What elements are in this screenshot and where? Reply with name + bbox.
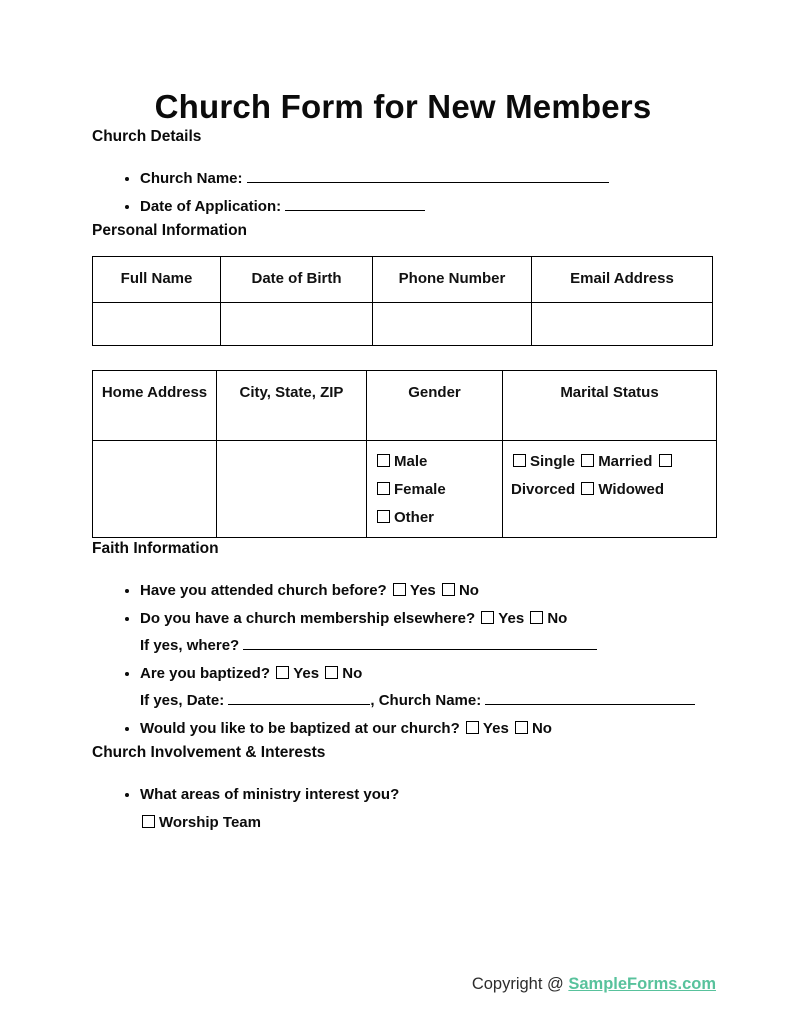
list-item-church-name bbox=[140, 165, 714, 193]
attended-church-question: Have you attended church before? bbox=[140, 582, 387, 599]
table-header-row bbox=[93, 257, 713, 303]
city-state-zip-input-cell[interactable] bbox=[217, 441, 367, 538]
other-label: Other bbox=[394, 509, 435, 526]
checkbox-baptize-here-no[interactable] bbox=[515, 721, 528, 734]
checkbox-divorced[interactable] bbox=[659, 454, 672, 467]
column-header-phone-number: Phone Number bbox=[373, 257, 532, 303]
table-row bbox=[93, 441, 717, 538]
gender-option-other bbox=[375, 504, 494, 532]
faith-questions-list bbox=[92, 577, 714, 742]
yes-label: Yes bbox=[482, 719, 509, 737]
checkbox-attended-yes[interactable] bbox=[393, 583, 406, 596]
table-row bbox=[93, 303, 713, 346]
checkbox-single[interactable] bbox=[513, 454, 526, 467]
male-label: Male bbox=[394, 453, 428, 470]
checkbox-female[interactable] bbox=[377, 482, 390, 495]
sampleforms-link[interactable]: SampleForms.com bbox=[568, 975, 716, 993]
no-label: No bbox=[547, 609, 568, 627]
column-header-email-address: Email Address bbox=[532, 257, 713, 303]
baptized-church-label: , Church Name: bbox=[370, 692, 482, 709]
no-label: No bbox=[531, 719, 552, 737]
column-header-marital-status: Marital Status bbox=[503, 371, 717, 441]
baptized-followup-line bbox=[140, 687, 714, 715]
no-label: No bbox=[342, 664, 363, 682]
yes-label: Yes bbox=[409, 582, 436, 599]
question-baptized bbox=[140, 660, 714, 715]
address-gender-marital-table bbox=[92, 370, 717, 538]
membership-question-line bbox=[140, 605, 714, 633]
section-heading-faith-information: Faith Information bbox=[92, 540, 219, 557]
date-of-application-label: Date of Application: bbox=[140, 197, 282, 215]
column-header-full-name: Full Name bbox=[93, 257, 221, 303]
question-ministry-areas bbox=[140, 781, 714, 836]
checkbox-membership-yes[interactable] bbox=[481, 611, 494, 624]
single-label: Single bbox=[530, 453, 576, 470]
column-header-gender: Gender bbox=[367, 371, 503, 441]
column-header-home-address: Home Address bbox=[93, 371, 217, 441]
baptize-here-question: Would you like to be baptized at our church? bbox=[140, 719, 460, 737]
membership-question: Do you have a church membership elsewhere? bbox=[140, 609, 476, 627]
question-attended-church bbox=[140, 577, 714, 605]
checkbox-baptize-here-yes[interactable] bbox=[466, 721, 479, 734]
baptized-church-name-blank[interactable] bbox=[485, 691, 695, 705]
personal-info-table bbox=[92, 256, 713, 346]
section-heading-church-details: Church Details bbox=[92, 128, 202, 145]
list-item-date-of-application bbox=[140, 193, 714, 221]
checkbox-attended-no[interactable] bbox=[442, 583, 455, 596]
checkbox-worship-team[interactable] bbox=[142, 815, 155, 828]
date-of-birth-input-cell[interactable] bbox=[221, 303, 373, 346]
yes-label: Yes bbox=[293, 664, 320, 682]
membership-followup-line bbox=[140, 632, 714, 660]
worship-team-label: Worship Team bbox=[159, 813, 261, 831]
church-name-label: Church Name: bbox=[140, 170, 243, 187]
membership-followup-label: If yes, where? bbox=[140, 637, 240, 654]
ministry-option-worship-team bbox=[140, 809, 714, 837]
checkbox-membership-no[interactable] bbox=[530, 611, 543, 624]
checkbox-baptized-yes[interactable] bbox=[276, 666, 289, 679]
membership-where-blank[interactable] bbox=[243, 636, 597, 650]
column-header-city-state-zip: City, State, ZIP bbox=[217, 371, 367, 441]
baptized-date-label: If yes, Date: bbox=[140, 692, 225, 709]
email-address-input-cell[interactable] bbox=[532, 303, 713, 346]
checkbox-male[interactable] bbox=[377, 454, 390, 467]
copyright-text: Copyright @ bbox=[471, 975, 564, 993]
divorced-label: Divorced bbox=[511, 481, 576, 498]
checkbox-widowed[interactable] bbox=[581, 482, 594, 495]
question-membership-elsewhere bbox=[140, 605, 714, 660]
ministry-question: What areas of ministry interest you? bbox=[140, 786, 400, 803]
gender-options-cell bbox=[367, 441, 503, 538]
gender-option-male bbox=[375, 448, 494, 476]
married-label: Married bbox=[598, 453, 653, 470]
involvement-list bbox=[92, 781, 714, 836]
table-header-row bbox=[93, 371, 717, 441]
full-name-input-cell[interactable] bbox=[93, 303, 221, 346]
page-title: Church Form for New Members bbox=[154, 88, 652, 125]
question-baptize-at-our-church bbox=[140, 715, 714, 743]
baptized-date-blank[interactable] bbox=[228, 691, 370, 705]
female-label: Female bbox=[394, 481, 446, 498]
column-header-date-of-birth: Date of Birth bbox=[221, 257, 373, 303]
no-label: No bbox=[458, 582, 479, 599]
gender-option-female bbox=[375, 476, 494, 504]
baptized-question: Are you baptized? bbox=[140, 664, 271, 682]
checkbox-other[interactable] bbox=[377, 510, 390, 523]
church-details-list bbox=[92, 165, 714, 220]
section-heading-church-involvement: Church Involvement & Interests bbox=[92, 744, 326, 761]
church-name-blank[interactable] bbox=[247, 169, 609, 183]
footer bbox=[472, 975, 716, 994]
marital-status-options-cell bbox=[503, 441, 717, 538]
section-heading-personal-information: Personal Information bbox=[92, 222, 248, 239]
phone-number-input-cell[interactable] bbox=[373, 303, 532, 346]
widowed-label: Widowed bbox=[598, 481, 665, 498]
date-of-application-blank[interactable] bbox=[285, 197, 425, 211]
home-address-input-cell[interactable] bbox=[93, 441, 217, 538]
baptized-question-line bbox=[140, 660, 714, 688]
checkbox-married[interactable] bbox=[581, 454, 594, 467]
ministry-question-line bbox=[140, 781, 714, 809]
checkbox-baptized-no[interactable] bbox=[325, 666, 338, 679]
yes-label: Yes bbox=[498, 609, 525, 627]
